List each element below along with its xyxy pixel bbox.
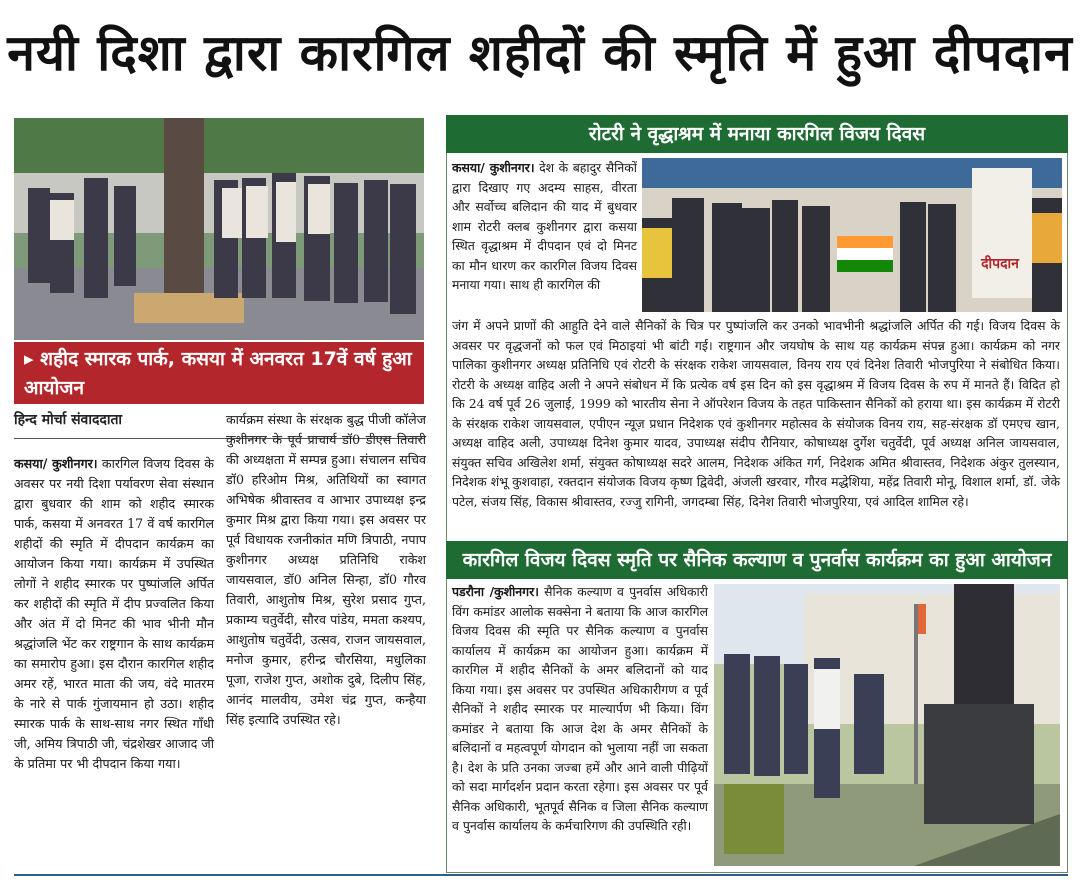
kargil-headline: कारगिल विजय दिवस स्मृति पर सैनिक कल्याण व पुनर्वास कार्यक्रम का हुआ आयोजन [446, 541, 1068, 579]
kargil-column [452, 582, 708, 836]
dateline: कसया/ कुशीनगर। [14, 456, 98, 471]
byline: हिन्द मोर्चा संवाददाता [14, 412, 123, 428]
rotary-photo [642, 158, 1062, 312]
bottom-divider [14, 874, 1068, 876]
rotary-headline: रोटरी ने वृद्धाश्रम में मनाया कारगिल विजय दिवस [446, 115, 1068, 153]
rotary-dateline: कसया/ कुशीनगर। [452, 160, 535, 175]
article-column-2: कार्यक्रम संस्था के संरक्षक बुद्ध पीजी कॉलेज कुशीनगर के पूर्व प्राचार्य डॉ0 डीएस तिवारी की अध्यक्षता में सम्पन्न हुआ। संचालन सचिव डॉ0 हरिओम मिश्र, अतिथियों का स्वागत अभिषेक श्रीवास्तव व आभार उपाध्यक्ष इन्द्र कुमार मिश्र द्वारा किया गया। इस अवसर पर पूर्व विधायक रजनीकांत मणि त्रिपाठी, नपाप कुशीनगर अध्यक्ष प्रतिनिधि राकेश जायसवाल, डॉ0 अनिल सिन्हा, डॉ0 गौरव तिवारी, आशुतोष मिश्र, सुरेश प्रसाद गुप्त, प्रकाम्य चतुर्वेदी, सौरव पांडेय, ममता कश्यप, आशुतोष चतुर्वेदी, उत्सव, राजन जायसवाल, मनोज कुमार, हरीन्द्र चौरसिया, मधुलिका पूजा, राजेश गुप्त, अशोक दुबे, दिलीप सिंह, आनंद मालवीय, उमेश चंद्र गुप्त, कन्हैया सिंह इत्यादि उपस्थित रहे। [226, 412, 426, 727]
rotary-text-1: देश के बहादुर सैनिकों द्वारा दिखाए गए अदम्य साहस, वीरता और सर्वोच्च बलिदान की याद में बुधवार शाम रोटरी क्लब कुशीनगर द्वारा कसया स्थित वृद्धाश्रम में दीपदान एवं दो मिनट का मौन धारण कर कारगिल विजय दिवस मनाया गया। साथ ही कारगिल की [452, 160, 637, 292]
article-text-1: कारगिल विजय दिवस के अवसर पर नयी दिशा पर्यावरण सेवा संस्थान द्वारा बुधवार की शाम को शहीद स्मारक पार्क, कसया में अनवरत 17 वें वर्ष कारगिल शहीदों की स्मृति में दीपदान कार्यक्रम का आयोजन किया गया। कार्यक्रम में उपस्थित लोगों ने शहीद स्मारक पर पुष्पांजलि अर्पित कर शहीदों की स्मृति में दीप प्रज्वलित किया और अंत में दो मिनट की भाव भीनी मौन श्रद्धांजलि भेंट कर राष्ट्रगान के साथ कार्यक्रम का समारोप हुआ। इस दौरान कारगिल शहीद अमर रहें, भारत माता की जय, वंदे मातरम के नारे से पार्क गुंजायमान हो उठा। शहीद स्मारक पार्क के साथ-साथ नगर स्थित गाँधी जी, अमिय त्रिपाठी जी, चंद्रशेखर आजाद जी के प्रतिमा पर भी दीपदान किया गया। [14, 456, 214, 771]
article-column-1 [14, 454, 214, 774]
headline: नयी दिशा द्वारा कारगिल शहीदों की स्मृति में हुआ दीपदान [7, 24, 1073, 82]
memorial-photo [14, 118, 424, 340]
banner-text: दीपदान [981, 256, 1019, 272]
caption-bar: ▸ शहीद स्मारक पार्क, कसया में अनवरत 17वें वर्ष हुआ आयोजन [14, 342, 424, 404]
rotary-column [452, 158, 637, 295]
kargil-dateline: पडरौना /कुशीनगर। [452, 584, 539, 599]
kargil-text: सैनिक कल्याण व पुनर्वास अधिकारी विंग कमांडर आलोक सक्सेना ने बताया कि आज कारगिल विजय दिवस की स्मृति पर सैनिक कल्याण व पुनर्वास कार्यालय में कार्यक्रम का आयोजन हुआ। कार्यक्रम में कारगिल में शहीद सैनिकों के अमर बलिदानों को याद किया गया। इस अवसर पर उपस्थित अधिकारीगण व पूर्व सैनिकों ने शहीद स्मारक पर माल्यार्पण भी किया। विंग कमांडर ने बताया कि आज देश के अमर सैनिकों के बलिदानों व महत्वपूर्ण योगदान को भुलाया नहीं जा सकता है। देश के प्रति उनका जज्बा हमें और आने वाली पीढ़ियों को सदा मार्गदर्शन प्रदान करता रहेगा। इस अवसर पर पूर्व सैनिक अधिकारी, भूतपूर्व सैनिक व जिला सैनिक कल्याण व पुनर्वास कार्यालय के कर्मचारिगण की उपस्थिति रही। [452, 584, 709, 833]
rotary-wide-text: जंग में अपने प्राणों की आहुति देने वाले सैनिकों के चित्र पर पुष्पांजलि कर उनको भावभीनी श्रद्धांजलि अर्पित की गई। विजय दिवस के अवसर पर वृद्धजनों को फल एवं मिठाइयां भी बांटी गई। राष्ट्रगान और जयघोष के साथ यह कार्यक्रम संपन्न हुआ। कार्यक्रम को नगर पालिका कुशीनगर अध्यक्ष प्रतिनिधि एवं रोटरी के संरक्षक राकेश जायसवाल, विनय राय एवं दिनेश तिवारी भोजपुरिया ने संबोधित किया। रोटरी के अध्यक्ष वाहिद अली ने अपने संबोधन में कि प्रत्येक वर्ष इस दिन को इस वृद्धाश्रम में विजय दिवस के रुप में मानते हैं। विदित हो कि 24 वर्ष पूर्व 26 जुलाई, 1999 को भारतीय सेना ने ऑपरेशन विजय के तहत पाकिस्तान सैनिकों को हराया था। इस कार्यक्रम में रोटरी के संरक्षक राकेश जायसवाल, एपीएन न्यूज़ प्रधान निदेशक एवं कुशीनगर महोत्सव के संयोजक विनय राय, सह-संरक्षक डॉ एमएच खान, अध्यक्ष वाहिद अली, उपाध्यक्ष दिनेश कुमार यादव, उपाध्यक्ष संदीप रौनियार, कोषाध्यक्ष दुर्गेश चतुर्वेदी, पूर्व अध्यक्ष अनिल जायसवाल, संयुक्त सचिव अखिलेश शर्मा, संयुक्त कोषाध्यक्ष सदरे आलम, निदेशक अंकित गर्ग, निदेशक अमित श्रीवास्तव, निदेशक अंकुर तुलस्यान, निदेशक शंभू कुशवाहा, रक्तदान संयोजक विजय कृष्ण द्विवेदी, अंजली खरवार, गौरव मद्धेशिया, महेंद्र तिवारी मोनू, विशाल शर्मा, डॉ. जेके पटेल, संजय सिंह, विकास श्रीवास्तव, रज्जु रागिनी, जगदम्बा सिंह, दिनेश तिवारी भोजपुरिया, एवं आदिल शामिल रहे। [452, 318, 1060, 509]
kargil-photo [714, 584, 1060, 866]
